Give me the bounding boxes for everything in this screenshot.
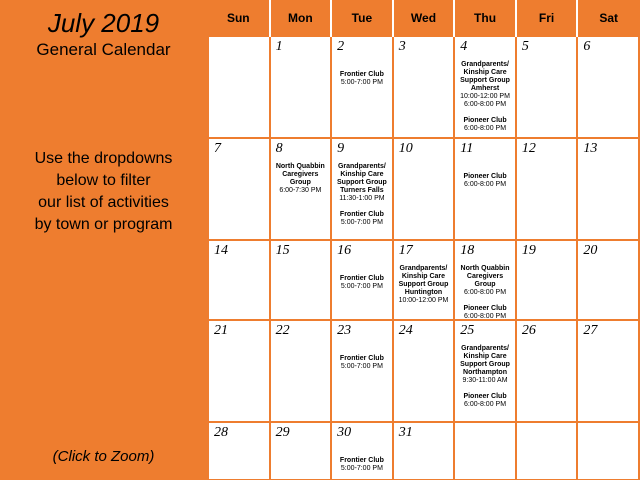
event-time: 5:00-7:00 PM [340,283,383,290]
day-cell[interactable] [454,36,516,138]
weekday-header: Thu [454,0,516,36]
calendar-subtitle: General Calendar [36,40,171,59]
empty-day-cell [454,422,516,480]
empty-day-cell [516,422,578,480]
weekday-header: Wed [393,0,455,36]
event-name-line: Support Group [337,179,387,186]
week-row [208,36,639,138]
event-time: 6:00-8:00 PM [464,289,507,296]
event-name-line: Pioneer Club [463,305,507,312]
event-name-line: Group [289,179,311,186]
event-name-line: Kinship Care [340,171,384,178]
day-number: 10 [398,141,413,156]
event-item[interactable] [332,71,392,87]
event-name-line: Amherst [470,85,500,92]
day-number: 4 [460,39,468,54]
event-time: 9:30-11:00 AM [462,377,508,384]
event-name-line: Kinship Care [401,273,446,280]
day-number: 7 [214,141,221,156]
event-time: 5:00-7:00 PM [340,79,383,86]
event-name-line: Grandparents/ [461,345,509,352]
day-number: 25 [460,323,475,338]
instruction-line: Use the dropdowns [34,150,173,167]
day-number: 12 [521,141,536,156]
event-time: 6:00-8:00 PM [464,125,507,132]
day-number: 28 [214,425,228,440]
event-name-line: Turners Falls [340,187,384,194]
event-time: 5:00-7:00 PM [340,219,383,226]
event-name-line: Frontier Club [339,275,384,282]
week-row [208,138,639,240]
instruction-line: below to filter [56,172,151,189]
weekday-header: Tue [331,0,393,36]
event-time: 6:00-8:00 PM [464,401,507,408]
event-list [455,345,515,417]
day-cell[interactable] [516,320,578,422]
event-time: 6:00-8:00 PM [464,181,507,188]
weekday-header: Fri [516,0,578,36]
event-name-line: Pioneer Club [463,393,507,400]
empty-day-cell [208,36,270,138]
day-number: 3 [398,39,406,54]
event-list [332,457,392,480]
event-name-line: Caregivers [466,273,504,280]
event-name-line: Grandparents/ [337,163,386,170]
event-list [455,61,515,138]
day-cell[interactable] [516,240,578,320]
event-item[interactable] [332,355,392,371]
calendar-table [207,0,640,480]
day-number: 30 [337,425,352,440]
day-cell[interactable] [454,240,516,320]
day-number: 27 [583,323,598,338]
day-number: 14 [214,243,228,258]
calendar-grid[interactable] [207,0,640,480]
day-number: 9 [337,141,345,156]
calendar-title: July 2019 [47,8,160,38]
event-list [271,163,331,203]
day-number: 2 [337,39,345,54]
day-number: 18 [460,243,475,258]
event-time: 10:00-12:00 PM [398,297,449,304]
day-cell[interactable] [270,422,332,480]
day-cell[interactable] [393,36,455,138]
day-cell[interactable] [331,320,393,422]
weekday-header: Mon [270,0,332,36]
day-cell[interactable] [331,422,393,480]
event-name-line: Pioneer Club [463,117,507,124]
event-item[interactable] [394,265,454,305]
day-cell[interactable] [331,36,393,138]
day-number: 29 [275,425,290,440]
weekday-header-row [208,0,639,36]
event-name-line: Group [474,281,496,288]
event-name-line: Kinship Care [463,353,507,360]
day-number: 13 [583,141,598,156]
event-item[interactable] [455,265,515,297]
event-list [332,71,392,95]
event-name-line: Frontier Club [339,355,384,362]
event-item[interactable] [455,345,515,385]
day-number: 31 [398,425,413,440]
event-name-line: Huntington [404,289,443,296]
weekday-header: Sat [577,0,639,36]
event-name-line: Northampton [463,369,507,376]
day-number: 16 [337,243,352,258]
instruction-line: by town or program [34,216,173,233]
day-number: 24 [398,323,413,338]
day-cell[interactable] [516,138,578,240]
event-item[interactable] [455,117,515,133]
day-cell[interactable] [454,138,516,240]
day-cell[interactable] [331,240,393,320]
event-name-line: Caregivers [282,171,319,178]
day-number: 23 [337,323,352,338]
event-name-line: Support Group [460,77,510,84]
day-cell[interactable] [577,240,639,320]
day-cell[interactable] [516,36,578,138]
day-cell[interactable] [577,138,639,240]
calendar-body [208,36,639,480]
empty-day-cell [577,422,639,480]
event-name-line: Frontier Club [339,71,384,78]
day-cell[interactable] [208,138,270,240]
instruction-line: our list of activities [38,194,169,211]
day-cell[interactable] [393,320,455,422]
event-time: 6:00-7:30 PM [279,187,322,194]
event-list [332,355,392,379]
day-cell[interactable] [577,36,639,138]
event-name-line: Frontier Club [339,457,384,464]
day-cell[interactable] [270,138,332,240]
day-number: 6 [583,39,591,54]
day-number: 21 [214,323,228,338]
day-cell[interactable] [393,240,455,320]
day-cell[interactable] [208,320,270,422]
day-number: 8 [275,141,283,156]
event-name-line: Grandparents/ [399,265,448,272]
day-cell[interactable] [331,138,393,240]
day-number: 5 [521,39,529,54]
event-item[interactable] [455,305,515,320]
day-number: 20 [583,243,598,258]
day-number: 11 [460,141,474,156]
event-list [332,275,392,299]
event-name-line: Support Group [398,281,449,288]
event-name-line: Pioneer Club [463,173,507,180]
week-row [208,320,639,422]
day-cell[interactable] [393,422,455,480]
event-name-line: North Quabbin [275,163,325,170]
event-list [332,163,392,235]
event-item[interactable] [332,457,392,473]
weekday-header: Sun [208,0,270,36]
event-item[interactable] [271,163,331,195]
event-item[interactable] [455,61,515,109]
event-time: 6:00-8:00 PM [464,313,507,320]
day-cell[interactable] [270,240,332,320]
event-name-line: Kinship Care [463,69,507,76]
day-number: 1 [275,39,283,54]
event-time: 5:00-7:00 PM [340,363,383,370]
day-cell[interactable] [577,320,639,422]
event-name-line: Support Group [460,361,510,368]
day-number: 22 [275,323,290,338]
event-time: 11:30-1:00 PM [339,195,385,202]
event-name-line: Frontier Club [339,211,384,218]
event-time: 10:00-12:00 PM 6:00-8:00 PM [460,93,510,108]
week-row [208,422,639,480]
event-list [394,265,454,313]
event-name-line: North Quabbin [460,265,510,272]
click-to-zoom-link[interactable]: (Click to Zoom) [52,448,155,465]
filter-instructions [0,148,207,236]
event-list [455,173,515,197]
sidebar [0,0,207,480]
event-item[interactable] [332,275,392,291]
week-row [208,240,639,320]
event-item[interactable] [455,173,515,189]
day-cell[interactable] [393,138,455,240]
event-list [455,265,515,320]
event-name-line: Grandparents/ [461,61,509,68]
day-cell[interactable] [270,36,332,138]
day-cell[interactable] [208,240,270,320]
event-item[interactable] [332,163,392,203]
event-item[interactable] [455,393,515,409]
event-item[interactable] [332,211,392,227]
event-time: 5:00-7:00 PM [340,465,383,472]
day-number: 19 [521,243,536,258]
day-cell[interactable] [208,422,270,480]
day-number: 15 [275,243,290,258]
day-cell[interactable] [454,320,516,422]
day-number: 26 [521,323,536,338]
day-cell[interactable] [270,320,332,422]
day-number: 17 [398,243,413,258]
